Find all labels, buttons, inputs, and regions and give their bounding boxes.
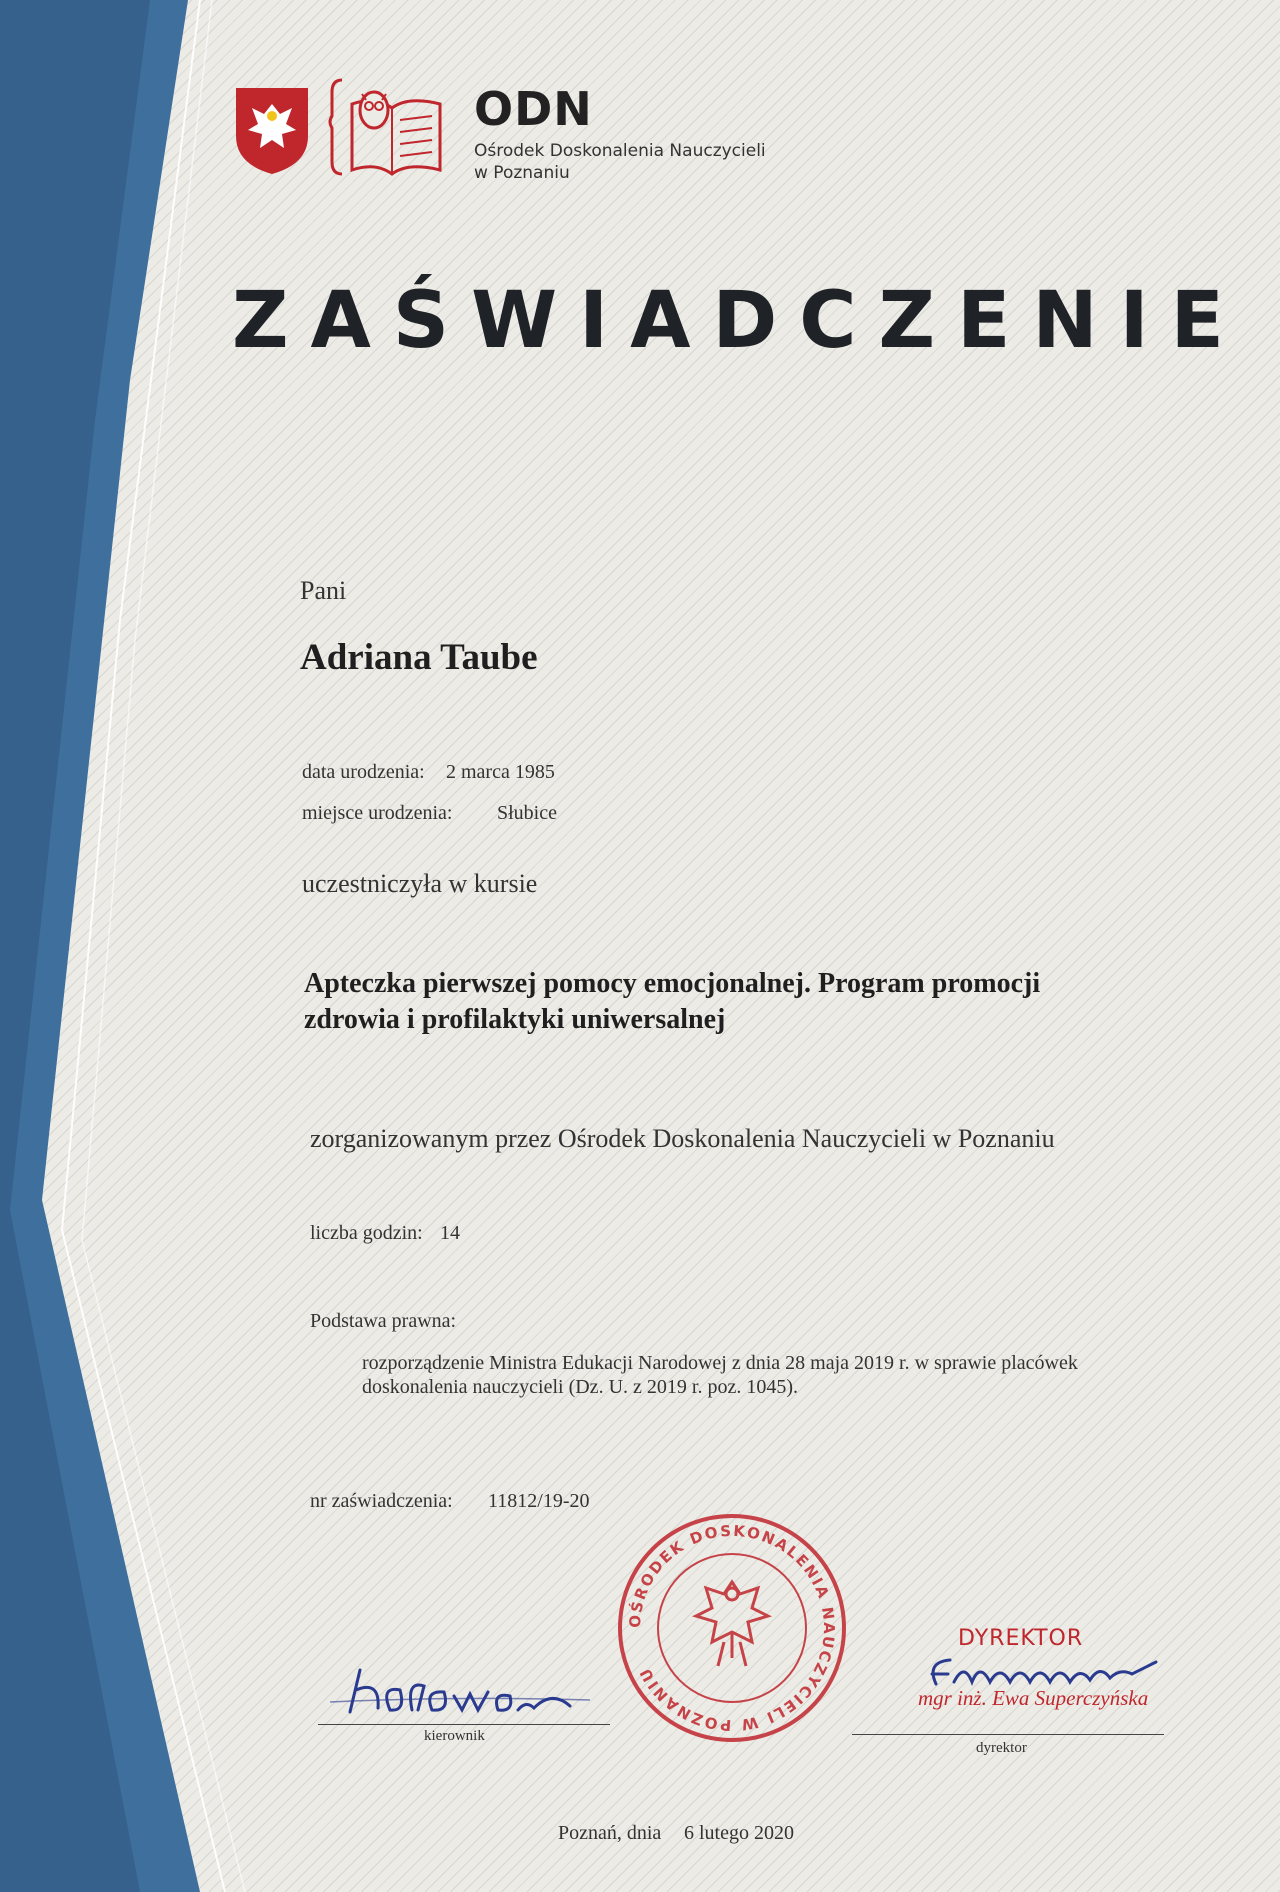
course-title-line2: zdrowia i profilaktyki uniwersalnej: [304, 1004, 726, 1035]
logo-abbreviation: ODN: [474, 82, 593, 136]
logo-name-line2: w Poznaniu: [474, 163, 570, 183]
birth-place-label: miejsce urodzenia:: [302, 802, 453, 824]
organizer-text: zorganizowanym przez Ośrodek Doskonalenia Nauczycieli w Poznaniu: [310, 1124, 1055, 1153]
issue-date: 6 lutego 2020: [684, 1822, 794, 1844]
salutation: Pani: [300, 576, 347, 605]
hours-label: liczba godzin:: [310, 1222, 423, 1244]
signature-role-left: kierownik: [424, 1728, 485, 1744]
certificate-number-value: 11812/19-20: [488, 1490, 590, 1512]
birth-place-value: Słubice: [497, 802, 557, 824]
legal-basis-line1: rozporządzenie Ministra Edukacji Narodowej z dnia 28 maja 2019 r. w sprawie placówek: [362, 1352, 1078, 1374]
owl-book-logo-icon: [328, 70, 458, 191]
handwritten-signature-kierownik: [320, 1650, 600, 1735]
hours-value: 14: [440, 1222, 460, 1244]
signature-line-right: [852, 1734, 1164, 1735]
course-title-line1: Apteczka pierwszej pomocy emocjonalnej. Program promocji: [304, 968, 1041, 999]
place-date-label: Poznań, dnia: [558, 1822, 662, 1844]
birth-date-value: 2 marca 1985: [446, 761, 555, 783]
director-stamp-title: DYREKTOR: [958, 1626, 1084, 1651]
official-round-stamp: [612, 1508, 852, 1753]
signature-role-right: dyrektor: [976, 1740, 1027, 1756]
decorative-blue-band: [0, 0, 260, 1892]
signature-line-left: [318, 1724, 610, 1725]
legal-basis-line2: doskonalenia nauczycieli (Dz. U. z 2019 r. poz. 1045).: [362, 1376, 798, 1398]
eagle-stamp-icon: [696, 1582, 768, 1666]
stamp-ring-text: OŚRODEK DOSKONALENIA NAUCZYCIELI W POZNANIU: [625, 1521, 839, 1735]
director-stamp-name: mgr inż. Ewa Superczyńska: [918, 1686, 1149, 1710]
recipient-name: Adriana Taube: [300, 637, 538, 678]
birth-date-label: data urodzenia:: [302, 761, 425, 783]
logo-name-line1: Ośrodek Doskonalenia Nauczycieli: [474, 141, 766, 161]
coat-of-arms-icon: [234, 86, 310, 181]
certificate-number-label: nr zaświadczenia:: [310, 1490, 453, 1512]
participation-text: uczestniczyła w kursie: [302, 869, 538, 898]
document-title: ZAŚWIADCZENIE: [232, 276, 1246, 366]
legal-basis-label: Podstawa prawna:: [310, 1310, 457, 1332]
